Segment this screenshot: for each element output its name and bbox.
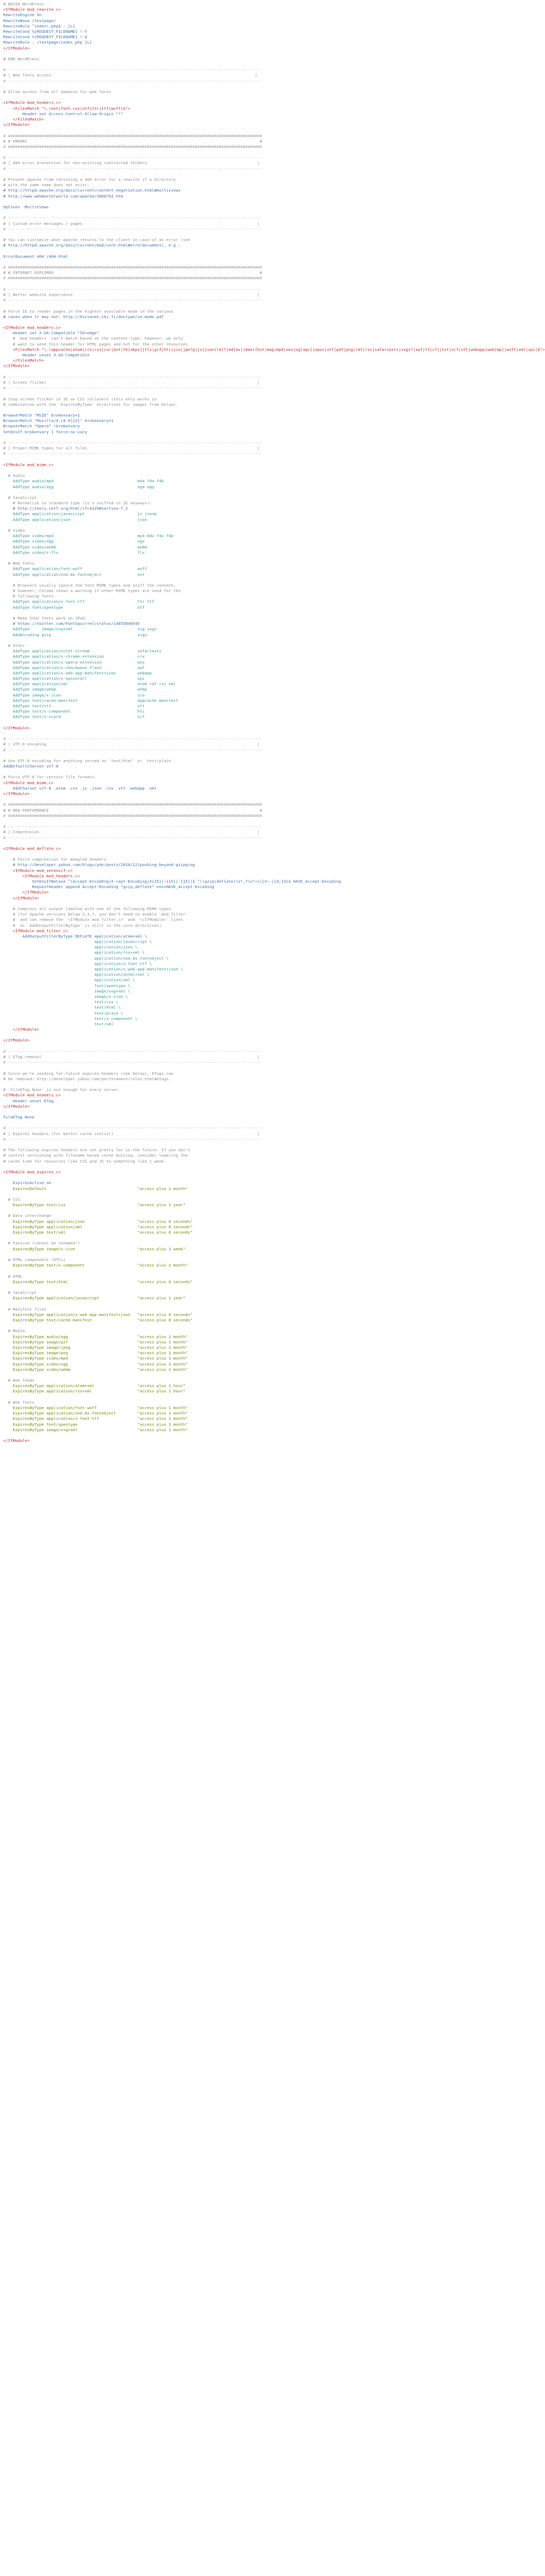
blank-line (3, 281, 377, 287)
comment-line: # control versioning with filename-based cache busting, consider lowering the (3, 1153, 188, 1158)
separator-line: # ########################################################################################################## (3, 144, 262, 149)
blank-line (3, 1175, 377, 1180)
mime-type-line: AddType text/cache-manifest appcache manifest (3, 698, 178, 703)
blank-line (3, 391, 377, 396)
url-comment-line: # http://httpd.apache.org/docs/current/content-negotiation.html#multiviews (3, 188, 181, 193)
separator-line: # ########################################################################################################## (3, 133, 262, 138)
blank-line (3, 303, 377, 308)
comment-line: # (for Apache versions below 2.3.7, you don't need to enable `mod_filter` (3, 912, 188, 917)
comment-line: # Force UTF-8 for certain file formats. (3, 775, 97, 780)
mime-type-line: AddType application/x-opera-extension oex (3, 659, 145, 665)
expires-rule-line: ExpiresByType text/xml "access plus 0 seconds" (3, 1230, 193, 1235)
blank-line (3, 1065, 377, 1071)
blank-line (3, 172, 377, 177)
section-tag-line: </IfModule> (3, 1103, 30, 1109)
comment-line: # Make SVGZ fonts work on iPad: (3, 616, 87, 621)
comment-line: # Manifest files (3, 1306, 47, 1312)
url-comment-line: # https://twitter.com/FontSquirrel/status/14855840545 (3, 621, 140, 627)
expires-rule-line: ExpiresByType application/xml "access plus 0 seconds" (3, 1224, 193, 1229)
blank-line (3, 1032, 377, 1038)
expires-rule-line: ExpiresByType text/css "access plus 1 year" (3, 1202, 186, 1208)
section-tag-line: <IfModule mod_headers.c> (3, 873, 80, 878)
comment-line: # `FileETag None` is not enough for every server. (3, 1087, 121, 1093)
section-tag-line: </IfModule> (3, 45, 30, 51)
directive-line: RewriteCond %{REQUEST_FILENAME} !-f (3, 29, 87, 34)
expires-rule-line: ExpiresByType application/atom+xml "access plus 1 hour" (3, 1383, 186, 1389)
blank-line (3, 1142, 377, 1148)
blank-line (3, 578, 377, 583)
mime-type-line: AddType application/json json (3, 517, 147, 522)
blank-line (3, 731, 377, 736)
expires-rule-line: ExpiresByType image/x-icon "access plus 1 week" (3, 1246, 186, 1251)
blank-line (3, 468, 377, 473)
section-tag-line: </IfModule> (3, 890, 49, 895)
directive-line: Options -MultiViews (3, 204, 49, 209)
section-tag-line: <IfModule mod_headers.c> (3, 325, 61, 330)
expires-rule-line: ExpiresByType text/html "access plus 0 seconds" (3, 1279, 193, 1284)
section-tag-line: </IfModule> (3, 895, 39, 900)
mime-type-line: AddType text/x-component htc (3, 709, 145, 714)
section-tag-line: <IfModule mod_mime.c> (3, 462, 54, 467)
mime-type-line: AddType application/vnd.ms-fontobject eot (3, 572, 145, 577)
blank-line (3, 1433, 377, 1438)
comment-line: # | Compression | (3, 829, 260, 835)
expires-rule-line: ExpiresByType application/x-font-ttf "access plus 1 month" (3, 1416, 188, 1421)
mime-type-line: AddType audio/ogg oga ogg (3, 484, 155, 489)
blank-line (3, 1285, 377, 1290)
mime-type-line: AddType video/mp4 mp4 m4v f4v f4p (3, 533, 173, 539)
blank-line (3, 797, 377, 802)
mime-type-line: AddEncoding gzip svgz (3, 632, 147, 637)
section-tag-line: </IfModule> (3, 1438, 30, 1444)
url-comment-line: # http://developer.yahoo.com/blogs/ydn/posts/2010/12/pushing-beyond-gzipping (3, 862, 195, 868)
mime-type-line: AddType image/x-icon ico (3, 692, 145, 698)
mime-type-line: text/plain \ (3, 1010, 123, 1016)
directive-line: SetEnvIf brokenvary 1 force-no-vary (3, 429, 87, 434)
mime-type-line: application/json \ (3, 945, 138, 950)
separator-line: # ---------------------------------------------------------------------------------------------------------- (3, 747, 262, 752)
comment-line: # Compress all output labeled with one of the following MIME-types (3, 906, 171, 911)
comment-line: # | 404 error prevention for non-existing redirected folders | (3, 160, 260, 166)
directive-line: RequestHeader append Accept-Encoding "gzip,deflate" env=HAVE_Accept-Encoding (3, 884, 214, 890)
blank-line (3, 457, 377, 462)
blank-line (3, 1109, 377, 1115)
mime-type-line: AddType text/vtt vtt (3, 703, 145, 708)
url-comment-line: # http://www.webmasterworld.com/apache/3808792.htm (3, 193, 123, 199)
comment-line: # cache time for resources like CSS and JS to something like 1 week. (3, 1158, 166, 1164)
blank-line (3, 851, 377, 857)
directive-line: Header unset ETag (3, 1098, 54, 1103)
mime-type-line: AddType application/x-xpinstall xpi (3, 676, 145, 681)
mime-type-line: AddType application/font-woff woff (3, 566, 147, 572)
mime-type-line: text/x-component \ (3, 1016, 138, 1021)
section-tag-line: <FilesMatch "\.(eot|font.css|otf|ttc|ttf|woff)$"> (3, 105, 130, 111)
expires-rule-line: ExpiresByType video/ogg "access plus 1 month" (3, 1361, 188, 1367)
blank-line (3, 1323, 377, 1328)
comment-line: # # ERRORS # (3, 138, 262, 144)
directive-line: RewriteCond %{REQUEST_FILENAME} !-d (3, 34, 87, 40)
comment-line: # Normalize to standard type (it's sniffed in IE anyways): (3, 501, 152, 506)
blank-line (3, 1192, 377, 1197)
comment-line: # HTML (3, 1273, 23, 1279)
comment-line: # CSS (3, 1196, 20, 1202)
expires-rule-line: ExpiresByType application/rss+xml "access plus 1 hour" (3, 1389, 186, 1394)
blank-line (3, 232, 377, 237)
blank-line (3, 720, 377, 726)
section-tag-line: <IfModule mod_filter.c> (3, 928, 68, 933)
comment-line: # # INTERNET EXPLORER # (3, 270, 262, 276)
comment-line: # | Screen flicker | (3, 379, 260, 385)
comment-line: # | Custom error messages / pages | (3, 221, 260, 226)
comment-line: # Web fonts (3, 561, 34, 566)
mime-type-line: AddType application/x-shockwave-flash swf (3, 665, 145, 670)
blank-line (3, 523, 377, 528)
comment-line: # BEGIN WordPress (3, 2, 44, 6)
expires-rule-line: ExpiresByType application/x-web-app-manifest+json "access plus 0 seconds" (3, 1312, 193, 1317)
section-tag-line: </FilesMatch> (3, 116, 44, 122)
comment-line: # Other (3, 643, 25, 648)
blank-line (3, 248, 377, 254)
expires-rule-line: ExpiresByType text/x-component "access plus 1 month" (3, 1263, 188, 1268)
section-tag-line: </FilesMatch> (3, 358, 44, 363)
comment-line: # | Better website experience | (3, 292, 260, 297)
comment-line: # JavaScript (3, 1290, 37, 1296)
mime-type-line: image/svg+xml \ (3, 988, 130, 994)
mime-type-line: application/x-font-ttf \ (3, 961, 152, 966)
section-tag-line: <IfModule mod_deflate.c> (3, 846, 61, 851)
separator-line: # ---------------------------------------------------------------------------------------------------------- (3, 1048, 262, 1054)
directive-line: Header unset X-UA-Compatible (3, 353, 90, 357)
blank-line (3, 1235, 377, 1241)
mime-type-line: AddType text/x-vcard vcf (3, 714, 145, 720)
directive-line: AddCharset utf-8 .atom .css .js .json .rss .vtt .webapp .xml (3, 785, 157, 791)
mime-type-line: AddType video/webm webm (3, 544, 147, 550)
comment-line: # | UTF-8 encoding | (3, 742, 260, 747)
mime-type-line: AddType image/svg+xml svg svgz (3, 627, 157, 632)
expires-rule-line: ExpiresByType image/gif "access plus 1 month" (3, 1339, 188, 1345)
mime-type-line: AddType video/ogg ogv (3, 539, 145, 544)
section-tag-line: <IfModule mod_mime.c> (3, 780, 54, 785)
section-tag-line: </IfModule> (3, 1027, 39, 1032)
expires-rule-line: ExpiresByType image/png "access plus 1 month" (3, 1350, 188, 1356)
section-tag-line: <IfModule mod_headers.c> (3, 100, 61, 105)
mime-type-line: AddType image/webp webp (3, 687, 147, 692)
section-tag-line: </IfModule> (3, 363, 30, 369)
comment-line: # HTML components (HTCs) (3, 1257, 66, 1262)
mime-type-line: AddType application/x-web-app-manifest+json webapp (3, 670, 152, 675)
comment-line: # Browsers usually ignore the font MIME types and sniff the content, (3, 582, 176, 588)
mime-type-line: AddType application/javascript js jsonp (3, 511, 157, 517)
separator-line: # ---------------------------------------------------------------------------------------------------------- (3, 226, 262, 231)
comment-line: # Web fonts (3, 1399, 34, 1405)
separator-line: # ---------------------------------------------------------------------------------------------------------- (3, 155, 262, 160)
comment-line: # You can customize what Apache returns to the client in case of an error (see (3, 237, 191, 243)
comment-line: # as `AddOutputFilterByType` is still in the core directives). (3, 923, 164, 928)
url-comment-line: # http://tools.ietf.org/html/rfc4329#section-7.2 (3, 506, 128, 511)
blank-line (3, 555, 377, 561)
separator-line: # ---------------------------------------------------------------------------------------------------------- (3, 736, 262, 742)
blank-line (3, 819, 377, 824)
mime-type-line: application/xhtml+xml \ (3, 972, 150, 977)
directive-line: AddOutputFilterByType DEFLATE application/atom+xml \ (3, 933, 147, 939)
comment-line: # | Proper MIME types for all files | (3, 446, 260, 451)
blank-line (3, 1301, 377, 1306)
blank-line (3, 490, 377, 495)
section-tag-line: <IfModule mod_setenvif.c> (3, 868, 73, 873)
separator-line: # ########################################################################################################## (3, 802, 262, 807)
comment-line: # | Web fonts access | (3, 73, 257, 78)
directive-line: BrowserMatch "MSIE" brokenvary=1 (3, 413, 80, 418)
mime-type-line: AddType font/opentype otf (3, 604, 145, 610)
blank-line (3, 210, 377, 215)
separator-line: # ---------------------------------------------------------------------------------------------------------- (3, 67, 262, 73)
blank-line (3, 259, 377, 265)
separator-line: # ---------------------------------------------------------------------------------------------------------- (3, 440, 262, 445)
comment-line: # Prevent Apache from returning a 404 error for a rewrite if a directory (3, 177, 176, 182)
directive-line: ErrorDocument 404 /404.html (3, 254, 68, 259)
expires-rule-line: ExpiresByType audio/ogg "access plus 1 month" (3, 1334, 188, 1339)
mime-type-line: image/x-icon \ (3, 994, 128, 999)
directive-line: FileETag None (3, 1115, 34, 1120)
expires-rule-line: ExpiresByType application/vnd.ms-fontobject "access plus 1 month" (3, 1411, 188, 1416)
blank-line (3, 1164, 377, 1170)
section-tag-line: <FilesMatch "\.(appcache|atom|crx|css|cur|eot|f4[abpv]|flv|gif|htc|ico|jpe?g|js|json(ld)?|m4[av]|manifest|map|mp4|oex|og[agv]|opus|otf|pdf|png|rdf|rss|safariextz|svgz?|swf|tt[cf]|txt|vcf|vtt|webapp|web[mp]|woff|xml|xpi)$"> (3, 347, 545, 352)
separator-line: # ---------------------------------------------------------------------------------------------------------- (3, 835, 262, 840)
mime-type-line: AddType application/octet-stream safariextz (3, 649, 162, 654)
blank-line (3, 407, 377, 413)
blank-line (3, 1373, 377, 1378)
url-comment-line: # http://httpd.apache.org/docs/current/mod/core.html#errordocument), e.g.: (3, 243, 181, 248)
comment-line: # The following expires headers are set pretty far in the future. If you don't (3, 1148, 191, 1153)
blank-line (3, 841, 377, 846)
comment-line: # Video (3, 528, 25, 533)
separator-line: # ---------------------------------------------------------------------------------------------------------- (3, 1136, 262, 1142)
section-tag-line: </IfModule> (3, 791, 30, 796)
blank-line (3, 62, 377, 67)
mime-type-line: text/html \ (3, 1005, 121, 1010)
blank-line (3, 638, 377, 643)
blank-line (3, 1395, 377, 1400)
mime-type-line: text/css \ (3, 1000, 118, 1005)
mime-type-line: font/opentype \ (3, 983, 130, 988)
separator-line: # ---------------------------------------------------------------------------------------------------------- (3, 166, 262, 171)
expires-rule-line: ExpiresByType application/font-woff "access plus 1 month" (3, 1405, 188, 1410)
comment-line: # Since we're sending far-future expires headers (see below), ETags can (3, 1071, 173, 1076)
blank-line (3, 901, 377, 906)
mime-type-line: AddType application/xml atom rdf rss xml (3, 681, 176, 687)
blank-line (3, 1268, 377, 1273)
comment-line: # Use UTF-8 encoding for anything served as `text/html` or `text/plain`. (3, 758, 176, 763)
separator-line: # ---------------------------------------------------------------------------------------------------------- (3, 298, 262, 303)
mime-type-line: application/javascript \ (3, 939, 152, 945)
comment-line: # and can remove the `<IfModule mod_filter.c>` and `</IfModule>` lines (3, 917, 183, 923)
comment-line: # | Expires headers (for better cache control) | (3, 1131, 260, 1136)
url-comment-line: # cases when it may not: http://hsivonen.iki.fi/doctype/ie-mode.pdf (3, 314, 164, 319)
mime-type-line: application/vnd.ms-fontobject \ (3, 955, 169, 961)
blank-line (3, 84, 377, 89)
mime-type-line: AddType application/x-chrome-extension crx (3, 654, 145, 659)
directive-line: RewriteBase /testpage/ (3, 18, 56, 23)
separator-line: # ---------------------------------------------------------------------------------------------------------- (3, 374, 262, 379)
comment-line: # Allow access from all domains for web fonts (3, 89, 111, 94)
expires-rule-line: ExpiresDefault "access plus 1 month" (3, 1186, 188, 1191)
expires-rule-line: ExpiresByType video/webm "access plus 1 month" (3, 1367, 188, 1372)
comment-line: # Force IE to render pages in the highest available mode in the various (3, 308, 173, 314)
comment-line: # END WordPress (3, 56, 39, 61)
blank-line (3, 1120, 377, 1125)
blank-line (3, 369, 377, 375)
blank-line (3, 1044, 377, 1049)
blank-line (3, 610, 377, 616)
comment-line: # Force compression for mangled headers. (3, 857, 109, 862)
section-tag-line: <IfModule mod_expires.c> (3, 1169, 61, 1174)
separator-line: # ########################################################################################################## (3, 276, 262, 281)
mime-type-line: application/xml \ (3, 977, 135, 983)
section-tag-line: </IfModule> (3, 725, 30, 730)
blank-line (3, 753, 377, 758)
comment-line: # `mod_headers` can't match based on the content-type, however, we only (3, 336, 183, 341)
separator-line: # ---------------------------------------------------------------------------------------------------------- (3, 1060, 262, 1065)
expires-rule-line: ExpiresByType application/javascript "access plus 1 year" (3, 1296, 186, 1301)
comment-line: # combination with the `ExpiresByType` directives for images from below). (3, 402, 178, 407)
expires-rule-line: ExpiresByType image/jpeg "access plus 1 month" (3, 1345, 188, 1350)
blank-line (3, 128, 377, 133)
separator-line: # ---------------------------------------------------------------------------------------------------------- (3, 286, 262, 292)
separator-line: # ########################################################################################################## (3, 265, 262, 270)
expires-rule-line: ExpiresByType text/cache-manifest "access plus 0 seconds" (3, 1318, 193, 1322)
mime-type-line: AddType video/x-flv flv (3, 550, 145, 555)
separator-line: # ########################################################################################################## (3, 813, 262, 818)
comment-line: # Data interchange (3, 1213, 51, 1219)
blank-line (3, 150, 377, 155)
expires-rule-line: ExpiresByType font/opentype "access plus 1 month" (3, 1421, 188, 1427)
directive-line: RewriteEngine On (3, 12, 42, 18)
comment-line: # # WEB PERFORMANCE # (3, 807, 262, 813)
blank-line (3, 435, 377, 440)
separator-line: # ---------------------------------------------------------------------------------------------------------- (3, 385, 262, 391)
section-tag-line: <IfModule mod_rewrite.c> (3, 7, 61, 12)
mime-type-line: application/rss+xml \ (3, 950, 145, 955)
section-tag-line: </IfModule> (3, 122, 30, 128)
separator-line: # ---------------------------------------------------------------------------------------------------------- (3, 1125, 262, 1131)
separator-line: # ---------------------------------------------------------------------------------------------------------- (3, 824, 262, 829)
expires-rule-line: ExpiresByType application/json "access plus 0 seconds" (3, 1219, 193, 1224)
comment-line: # JavaScript (3, 495, 37, 500)
separator-line: # ---------------------------------------------------------------------------------------------------------- (3, 451, 262, 456)
directive-line: RewriteRule ^index\.php$ - [L] (3, 23, 75, 29)
comment-line: # | ETag removal | (3, 1054, 260, 1059)
directive-line: RewriteRule . /testpage/index.php [L] (3, 40, 92, 45)
separator-line: # ---------------------------------------------------------------------------------------------------------- (3, 78, 262, 83)
comment-line: # Web feeds (3, 1378, 34, 1383)
blank-line (3, 1252, 377, 1257)
blank-line (3, 1208, 377, 1213)
mime-type-line: AddType application/x-font-ttf ttc ttf (3, 599, 155, 604)
blank-line (3, 51, 377, 57)
blank-line (3, 95, 377, 100)
comment-line: # with the same name does not exist. (3, 182, 90, 188)
comment-line: # Audio (3, 473, 25, 478)
directive-line: Header set X-UA-Compatible "IE=edge" (3, 330, 99, 336)
blank-line (3, 320, 377, 325)
directive-line: SetEnvIfNoCase ^(Accept-EncodXng|X-cept-Encoding|X{15}|~{15}|-{15})$ ^((gzip|deflate)\s*,?\s*)+|[X~-]{4,13}$ HAVE_Accept-Encoding (3, 879, 341, 884)
expires-rule-line: ExpiresByType image/svg+xml "access plus 1 month" (3, 1427, 188, 1432)
expires-rule-line: ExpiresByType video/mp4 "access plus 1 month" (3, 1356, 188, 1361)
section-tag-line: </IfModule> (3, 1038, 30, 1043)
separator-line: # ---------------------------------------------------------------------------------------------------------- (3, 215, 262, 221)
section-tag-line: <IfModule mod_headers.c> (3, 1093, 61, 1098)
mime-type-line: AddType audio/mp4 m4a f4a f4b (3, 478, 164, 484)
comment-line: # want to send this header for HTML pages and not for the other resources (3, 341, 188, 347)
blank-line (3, 769, 377, 775)
comment-line: # Favicon (cannot be renamed!) (3, 1241, 80, 1246)
mime-type-line: application/x-web-app-manifest+json \ (3, 967, 183, 972)
directive-line: AddDefaultCharset utf-8 (3, 764, 59, 769)
comment-line: # following fonts. (3, 594, 56, 599)
comment-line: # Media (3, 1328, 25, 1334)
directive-line: BrowserMatch "Opera" !brokenvary (3, 424, 80, 429)
directive-line: BrowserMatch "Mozilla/4.[0-9]{2}" brokenvary=1 (3, 418, 114, 424)
mime-type-line: text/xml (3, 1021, 114, 1026)
comment-line: # however, Chrome shows a warning if other MIME types are used for the (3, 588, 181, 594)
comment-line: # be removed: http://developer.yahoo.com/performance/rules.html#etags. (3, 1076, 171, 1081)
blank-line (3, 199, 377, 205)
directive-line: Header set Access-Control-Allow-Origin "*" (3, 111, 123, 116)
directive-line: ExpiresActive on (3, 1180, 51, 1186)
blank-line (3, 1082, 377, 1087)
comment-line: # Stop screen flicker in IE on CSS rollovers (this only works in (3, 396, 157, 402)
